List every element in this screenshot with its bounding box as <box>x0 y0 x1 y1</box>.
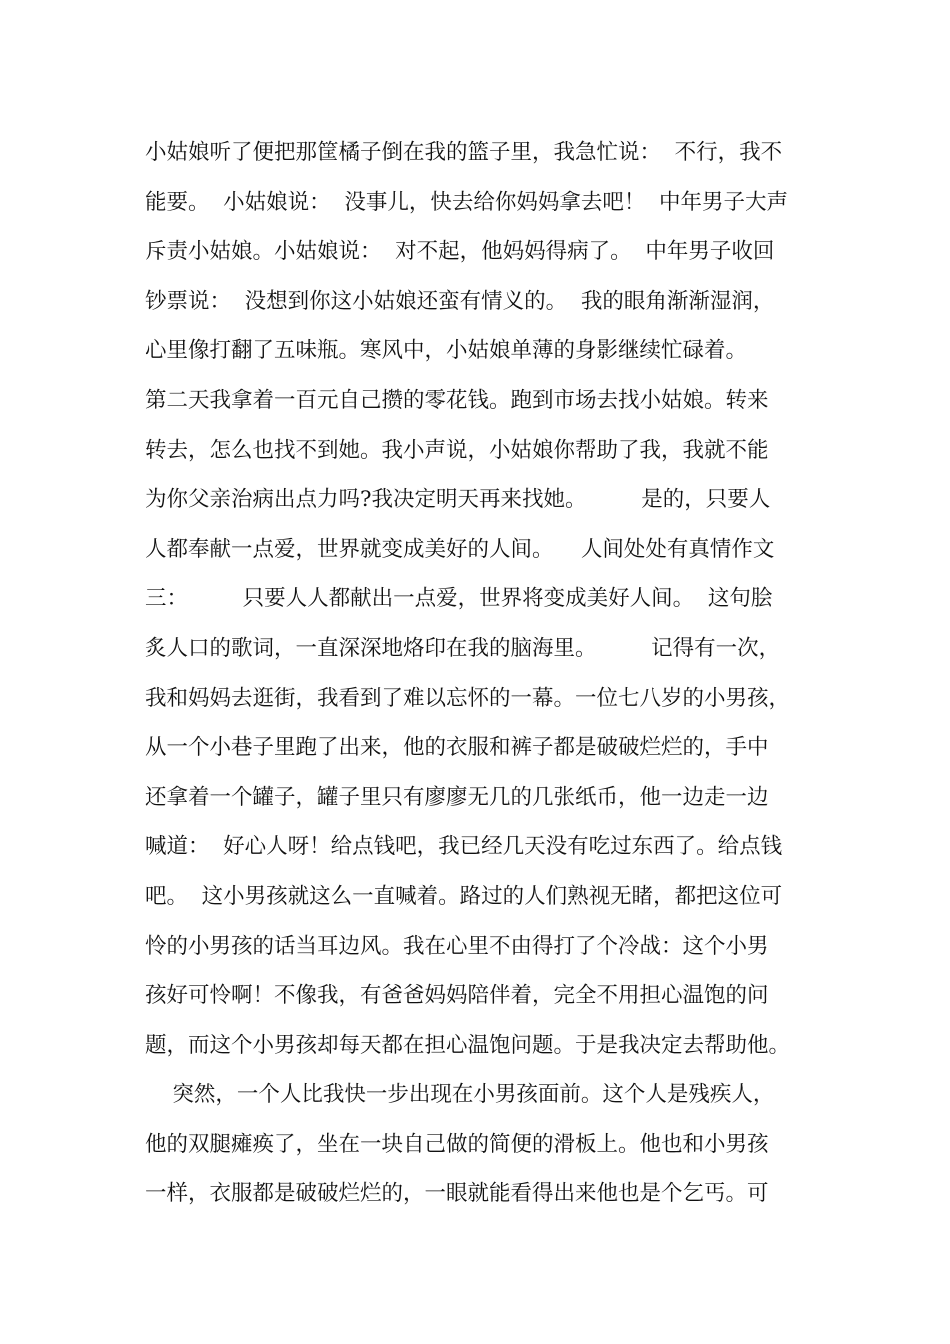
text-line: 从一个小巷子里跑了出来，他的衣服和裤子都是破破烂烂的，手中 <box>145 735 769 761</box>
text-line: 斥责小姑娘。小姑娘说： 对不起，他妈妈得病了。 中年男子收回 <box>145 239 775 265</box>
body-text <box>145 128 845 1219</box>
text-line: 突然，一个人比我快一步出现在小男孩面前。这个人是残疾人， <box>145 1082 775 1108</box>
text-line: 钞票说： 没想到你这小姑娘还蛮有情义的。 我的眼角渐渐湿润， <box>145 288 775 314</box>
text-line: 一样，衣服都是破破烂烂的，一眼就能看得出来他也是个乞丐。可 <box>145 1181 769 1207</box>
text-line: 第二天我拿着一百元自己攒的零花钱。跑到市场去找小姑娘。转来 <box>145 387 769 413</box>
text-line: 喊道： 好心人呀！给点钱吧，我已经几天没有吃过东西了。给点钱 <box>145 834 783 860</box>
text-line: 还拿着一个罐子，罐子里只有廖廖无几的几张纸币，他一边走一边 <box>145 784 769 810</box>
text-line: 题，而这个小男孩却每天都在担心温饱问题。于是我决定去帮助他。 <box>145 1032 791 1058</box>
text-line: 怜的小男孩的话当耳边风。我在心里不由得打了个冷战：这个小男 <box>145 933 769 959</box>
text-line: 吧。 这小男孩就这么一直喊着。路过的人们熟视无睹，都把这位可 <box>145 883 783 909</box>
text-line: 小姑娘听了便把那筐橘子倒在我的篮子里，我急忙说： 不行，我不 <box>145 140 783 165</box>
text-line: 人都奉献一点爱，世界就变成美好的人间。 人间处处有真情作文 <box>145 536 775 562</box>
text-line: 我和妈妈去逛街，我看到了难以忘怀的一幕。一位七八岁的小男孩， <box>145 685 791 711</box>
text-line: 心里像打翻了五味瓶。寒风中，小姑娘单薄的身影继续忙碌着。 <box>145 338 748 364</box>
text-line: 转去，怎么也找不到她。我小声说，小姑娘你帮助了我，我就不能 <box>145 437 769 463</box>
text-line: 三： 只要人人都献出一点爱，世界将变成美好人间。 这句脍 <box>145 586 773 612</box>
text-line: 炙人口的歌词，一直深深地烙印在我的脑海里。 记得有一次， <box>145 635 781 661</box>
text-line: 能要。 小姑娘说： 没事儿，快去给你妈妈拿去吧！ 中年男子大声 <box>145 189 789 215</box>
text-line: 为你父亲治病出点力吗?我决定明天再来找她。 是的，只要人 <box>145 487 771 513</box>
text-line: 他的双腿瘫痪了，坐在一块自己做的简便的滑板上。他也和小男孩 <box>145 1131 769 1157</box>
text-line: 孩好可怜啊！不像我，有爸爸妈妈陪伴着，完全不用担心温饱的问 <box>145 983 769 1009</box>
